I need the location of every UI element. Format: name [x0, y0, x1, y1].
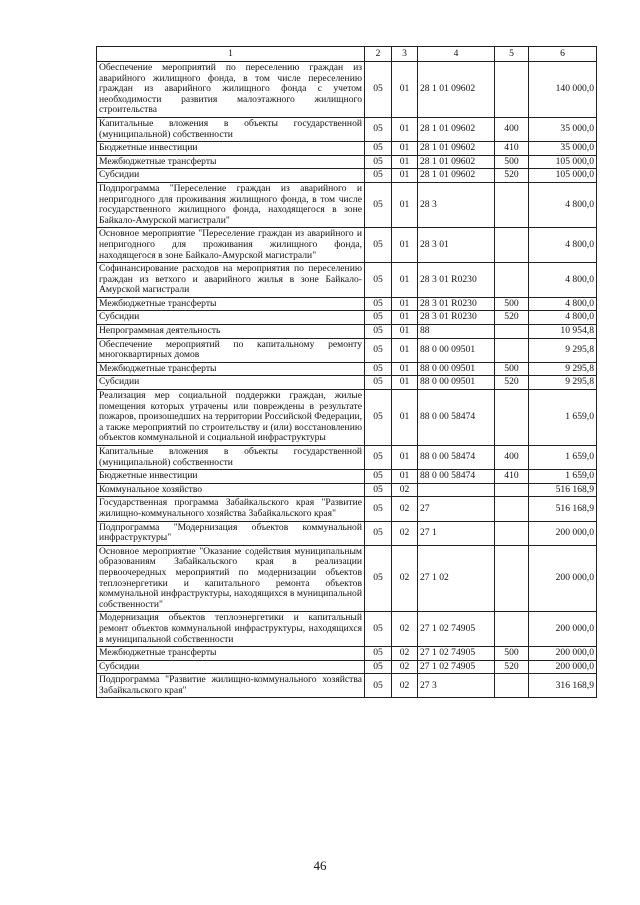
expense-type-cell [495, 483, 529, 497]
section-code-cell: 05 [365, 612, 392, 647]
item-name-cell: Бюджетные инвестиции [97, 470, 365, 484]
subsection-code-cell: 02 [392, 521, 418, 545]
table-row [97, 142, 597, 156]
amount-cell: 316 168,9 [529, 674, 597, 698]
amount-cell: 200 000,0 [529, 545, 597, 612]
table-row [97, 521, 597, 545]
item-name-cell: Капитальные вложения в объекты государственной (муниципальной) собственности [97, 117, 365, 141]
expense-type-cell [495, 62, 529, 118]
item-name-cell: Подпрограмма "Переселение граждан из аварийного и непригодного для проживания жилищного фонда, в том числе государственного жилищного фонда, находящегося в зоне Байкало-Амурской магистрали" [97, 182, 365, 227]
section-code-cell: 05 [365, 311, 392, 325]
table-row [97, 647, 597, 661]
expense-type-cell: 410 [495, 142, 529, 156]
expense-type-cell: 520 [495, 311, 529, 325]
target-article-cell: 27 1 [418, 521, 495, 545]
table-row [97, 446, 597, 470]
amount-cell: 1 659,0 [529, 446, 597, 470]
target-article-cell: 27 1 02 [418, 545, 495, 612]
item-name-cell: Коммунальное хозяйство [97, 483, 365, 497]
amount-cell: 200 000,0 [529, 521, 597, 545]
section-code-cell: 05 [365, 674, 392, 698]
amount-cell: 200 000,0 [529, 647, 597, 661]
section-code-cell: 05 [365, 660, 392, 674]
expense-type-cell [495, 674, 529, 698]
header-cell-2: 2 [365, 47, 392, 62]
expense-type-cell: 410 [495, 470, 529, 484]
expense-type-cell: 520 [495, 660, 529, 674]
section-code-cell: 05 [365, 470, 392, 484]
amount-cell: 4 800,0 [529, 263, 597, 298]
amount-cell: 4 800,0 [529, 228, 597, 263]
table-row [97, 325, 597, 339]
target-article-cell: 28 1 01 09602 [418, 62, 495, 118]
table-row [97, 497, 597, 521]
amount-cell: 516 168,9 [529, 483, 597, 497]
target-article-cell: 88 0 00 09501 [418, 362, 495, 376]
target-article-cell [418, 483, 495, 497]
table-row [97, 390, 597, 446]
expense-type-cell [495, 325, 529, 339]
section-code-cell: 05 [365, 338, 392, 362]
target-article-cell: 28 1 01 09602 [418, 117, 495, 141]
expense-type-cell: 500 [495, 647, 529, 661]
amount-cell: 10 954,8 [529, 325, 597, 339]
table-body [97, 62, 597, 698]
item-name-cell: Капитальные вложения в объекты государственной (муниципальной) собственности [97, 446, 365, 470]
subsection-code-cell: 01 [392, 376, 418, 390]
subsection-code-cell: 02 [392, 497, 418, 521]
section-code-cell: 05 [365, 169, 392, 183]
page-number: 46 [313, 858, 327, 873]
expense-type-cell: 400 [495, 117, 529, 141]
table-row [97, 660, 597, 674]
item-name-cell: Субсидии [97, 169, 365, 183]
subsection-code-cell: 02 [392, 545, 418, 612]
expense-type-cell [495, 545, 529, 612]
section-code-cell: 05 [365, 325, 392, 339]
amount-cell: 200 000,0 [529, 612, 597, 647]
target-article-cell: 27 1 02 74905 [418, 647, 495, 661]
expense-type-cell: 520 [495, 169, 529, 183]
item-name-cell: Обеспечение мероприятий по капитальному ремонту многоквартирных домов [97, 338, 365, 362]
expense-type-cell [495, 228, 529, 263]
amount-cell: 9 295,8 [529, 362, 597, 376]
table-row [97, 612, 597, 647]
table-row [97, 228, 597, 263]
budget-table [96, 46, 597, 698]
table-row [97, 263, 597, 298]
target-article-cell: 88 [418, 325, 495, 339]
subsection-code-cell: 01 [392, 263, 418, 298]
target-article-cell: 28 3 01 [418, 228, 495, 263]
amount-cell: 1 659,0 [529, 390, 597, 446]
subsection-code-cell: 01 [392, 390, 418, 446]
target-article-cell: 88 0 00 58474 [418, 390, 495, 446]
header-cell-1: 1 [97, 47, 365, 62]
header-cell-6: 6 [529, 47, 597, 62]
expense-type-cell: 400 [495, 446, 529, 470]
target-article-cell: 88 0 00 09501 [418, 376, 495, 390]
item-name-cell: Реализация мер социальной поддержки граждан, жилые помещения которых утрачены или повреждены в результате пожаров, произошедших на территории Российской Федерации, а также мероприятий по строительству и (или) восстановлению объектов коммунальной и социальной инфраструктуры [97, 390, 365, 446]
subsection-code-cell: 01 [392, 362, 418, 376]
table-row [97, 674, 597, 698]
section-code-cell: 05 [365, 647, 392, 661]
target-article-cell: 88 0 00 58474 [418, 446, 495, 470]
target-article-cell: 28 3 01 R0230 [418, 311, 495, 325]
table-row [97, 155, 597, 169]
section-code-cell: 05 [365, 155, 392, 169]
table-row [97, 545, 597, 612]
expense-type-cell [495, 263, 529, 298]
section-code-cell: 05 [365, 297, 392, 311]
item-name-cell: Основное мероприятие "Оказание содействия муниципальным образованиям Забайкальского края в реализации первоочередных мероприятий по модернизации объектов теплоэнергетики и капитального ремонта объектов коммунальной инфраструктуры, находящихся в муниципальной собственности" [97, 545, 365, 612]
header-cell-5: 5 [495, 47, 529, 62]
target-article-cell: 88 0 00 58474 [418, 470, 495, 484]
section-code-cell: 05 [365, 390, 392, 446]
table-row [97, 117, 597, 141]
subsection-code-cell: 01 [392, 142, 418, 156]
item-name-cell: Модернизация объектов теплоэнергетики и капитальный ремонт объектов коммунальной инфраструктуры, находящихся в муниципальной собственности [97, 612, 365, 647]
subsection-code-cell: 01 [392, 182, 418, 227]
section-code-cell: 05 [365, 362, 392, 376]
item-name-cell: Подпрограмма "Модернизация объектов коммунальной инфраструктуры" [97, 521, 365, 545]
amount-cell: 4 800,0 [529, 311, 597, 325]
section-code-cell: 05 [365, 545, 392, 612]
subsection-code-cell: 01 [392, 62, 418, 118]
table-row [97, 311, 597, 325]
section-code-cell: 05 [365, 142, 392, 156]
table-row [97, 182, 597, 227]
amount-cell: 200 000,0 [529, 660, 597, 674]
expense-type-cell [495, 390, 529, 446]
subsection-code-cell: 01 [392, 311, 418, 325]
table-row [97, 297, 597, 311]
item-name-cell: Непрограммная деятельность [97, 325, 365, 339]
section-code-cell: 05 [365, 483, 392, 497]
subsection-code-cell: 02 [392, 647, 418, 661]
target-article-cell: 28 3 01 R0230 [418, 263, 495, 298]
expense-type-cell [495, 521, 529, 545]
expense-type-cell: 500 [495, 297, 529, 311]
amount-cell: 140 000,0 [529, 62, 597, 118]
item-name-cell: Субсидии [97, 660, 365, 674]
item-name-cell: Межбюджетные трансферты [97, 155, 365, 169]
subsection-code-cell: 01 [392, 297, 418, 311]
item-name-cell: Межбюджетные трансферты [97, 297, 365, 311]
expense-type-cell: 520 [495, 376, 529, 390]
header-cell-4: 4 [418, 47, 495, 62]
table-header-row [97, 47, 597, 62]
expense-type-cell [495, 497, 529, 521]
table-row [97, 483, 597, 497]
target-article-cell: 27 [418, 497, 495, 521]
target-article-cell: 27 1 02 74905 [418, 660, 495, 674]
target-article-cell: 88 0 00 09501 [418, 338, 495, 362]
target-article-cell: 28 3 [418, 182, 495, 227]
item-name-cell: Межбюджетные трансферты [97, 362, 365, 376]
amount-cell: 4 800,0 [529, 297, 597, 311]
subsection-code-cell: 02 [392, 483, 418, 497]
item-name-cell: Основное мероприятие "Переселение граждан из аварийного и непригодного для проживания жилищного фонда, находящегося в зоне Байкало-Амурской магистрали" [97, 228, 365, 263]
target-article-cell: 27 3 [418, 674, 495, 698]
expense-type-cell [495, 338, 529, 362]
section-code-cell: 05 [365, 62, 392, 118]
section-code-cell: 05 [365, 497, 392, 521]
subsection-code-cell: 02 [392, 660, 418, 674]
section-code-cell: 05 [365, 446, 392, 470]
table-row [97, 362, 597, 376]
section-code-cell: 05 [365, 376, 392, 390]
target-article-cell: 28 1 01 09602 [418, 155, 495, 169]
expense-type-cell [495, 182, 529, 227]
item-name-cell: Бюджетные инвестиции [97, 142, 365, 156]
amount-cell: 1 659,0 [529, 470, 597, 484]
amount-cell: 4 800,0 [529, 182, 597, 227]
subsection-code-cell: 01 [392, 169, 418, 183]
item-name-cell: Субсидии [97, 376, 365, 390]
expense-type-cell: 500 [495, 155, 529, 169]
target-article-cell: 28 1 01 09602 [418, 169, 495, 183]
header-cell-3: 3 [392, 47, 418, 62]
item-name-cell: Межбюджетные трансферты [97, 647, 365, 661]
item-name-cell: Государственная программа Забайкальского края "Развитие жилищно-коммунального хозяйства Забайкальского края" [97, 497, 365, 521]
amount-cell: 105 000,0 [529, 169, 597, 183]
section-code-cell: 05 [365, 263, 392, 298]
table-row [97, 470, 597, 484]
subsection-code-cell: 01 [392, 446, 418, 470]
section-code-cell: 05 [365, 182, 392, 227]
item-name-cell: Софинансирование расходов на мероприятия по переселению граждан из ветхого и аварийного жилья в зоне Байкало-Амурской магистрали [97, 263, 365, 298]
amount-cell: 35 000,0 [529, 142, 597, 156]
amount-cell: 9 295,8 [529, 338, 597, 362]
subsection-code-cell: 01 [392, 470, 418, 484]
target-article-cell: 27 1 02 74905 [418, 612, 495, 647]
table-row [97, 169, 597, 183]
target-article-cell: 28 3 01 R0230 [418, 297, 495, 311]
section-code-cell: 05 [365, 228, 392, 263]
section-code-cell: 05 [365, 117, 392, 141]
table-row [97, 338, 597, 362]
expense-type-cell [495, 612, 529, 647]
subsection-code-cell: 02 [392, 674, 418, 698]
subsection-code-cell: 01 [392, 228, 418, 263]
subsection-code-cell: 01 [392, 155, 418, 169]
item-name-cell: Субсидии [97, 311, 365, 325]
subsection-code-cell: 01 [392, 117, 418, 141]
amount-cell: 516 168,9 [529, 497, 597, 521]
amount-cell: 105 000,0 [529, 155, 597, 169]
amount-cell: 9 295,8 [529, 376, 597, 390]
subsection-code-cell: 01 [392, 338, 418, 362]
subsection-code-cell: 01 [392, 325, 418, 339]
amount-cell: 35 000,0 [529, 117, 597, 141]
expense-type-cell: 500 [495, 362, 529, 376]
section-code-cell: 05 [365, 521, 392, 545]
target-article-cell: 28 1 01 09602 [418, 142, 495, 156]
table-row [97, 376, 597, 390]
item-name-cell: Подпрограмма "Развитие жилищно-коммунального хозяйства Забайкальского края" [97, 674, 365, 698]
item-name-cell: Обеспечение мероприятий по переселению граждан из аварийного жилищного фонда, в том числе переселению граждан из аварийного жилищного фонда с учетом необходимости развития малоэтажного жилищного строительства [97, 62, 365, 118]
table-row [97, 62, 597, 118]
subsection-code-cell: 02 [392, 612, 418, 647]
